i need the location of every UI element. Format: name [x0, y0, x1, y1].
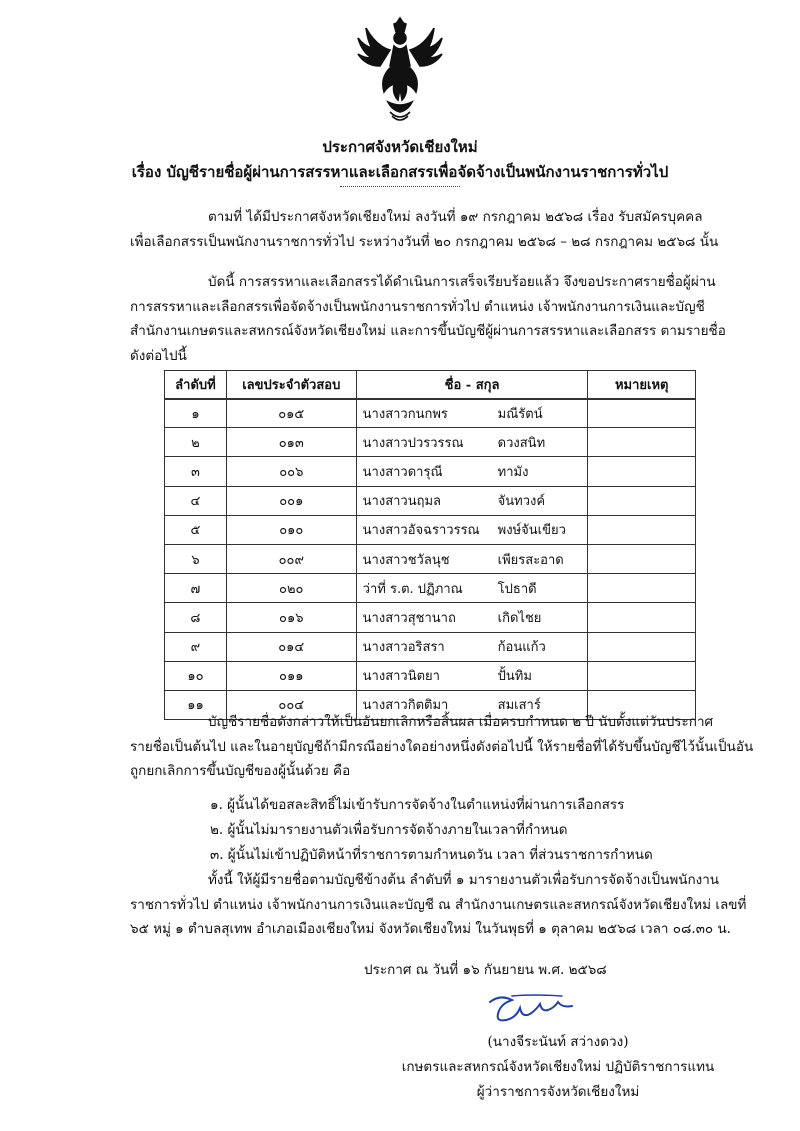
cell-exam-id: ๐๑๑ [226, 661, 356, 690]
last-name: เพียรสะอาด [497, 552, 564, 568]
cell-no: ๕ [165, 515, 227, 544]
cell-note [588, 574, 696, 603]
table-row [165, 632, 696, 661]
last-name: ก้อนแก้ว [497, 640, 546, 656]
first-name: นางสาวกนกพร [362, 406, 448, 422]
text-line: ตามที่ ได้มีประกาศจังหวัดเชียงใหม่ ลงวันที่ ๑๙ กรกฎาคม ๒๕๖๘ เรื่อง รับสมัครบุคคล [208, 209, 703, 225]
last-name: พงษ์จันเขียว [497, 523, 566, 539]
cell-name [356, 632, 588, 661]
cell-exam-id: ๐๐๑ [226, 486, 356, 515]
first-name: นางสาวดารุณี [362, 464, 443, 480]
text-line: บัดนี้ การสรรหาและเลือกสรรได้ดำเนินการเสร็จเรียบร้อยแล้ว จึงขอประกาศรายชื่อผู้ผ่าน [208, 274, 716, 290]
text-line: รายชื่อเป็นต้นไป และในอายุบัญชีถ้ามีกรณีอย่างใดอย่างหนึ่งดังต่อไปนี้ ให้รายชื่อที่ได้รับขึ้นบัญชีไว้นั้นเป็นอัน [130, 738, 754, 755]
table-row [165, 457, 696, 486]
text-line: บัญชีรายชื่อดังกล่าวให้เป็นอันยกเลิกหรือสิ้นผล เมื่อครบกำหนด ๒ ปี นับตั้งแต่วันประกาศ [208, 714, 714, 730]
table-body [165, 399, 696, 720]
cell-name [356, 515, 588, 544]
cell-note [588, 486, 696, 515]
handwritten-signature [482, 992, 592, 1028]
text-line: ดังต่อไปนี้ [130, 347, 187, 364]
column-header-name: ชื่อ - สกุล [356, 371, 588, 399]
candidates-table [164, 370, 696, 720]
table-header-row [165, 371, 696, 399]
table-row [165, 574, 696, 603]
text-line: สำนักงานเกษตรและสหกรณ์จังหวัดเชียงใหม่ และการขึ้นบัญชีผู้ผ่านการสรรหาและเลือกสรร ตามรายชื่อ [130, 323, 726, 339]
last-name: ปั้นทิม [497, 669, 532, 685]
cell-name [356, 574, 588, 603]
cell-no: ๘ [165, 603, 227, 632]
cell-no: ๑ [165, 399, 227, 428]
last-name: มณีรัตน์ [497, 406, 543, 422]
table-row [165, 661, 696, 690]
cell-note [588, 457, 696, 486]
cell-note [588, 399, 696, 428]
cell-name [356, 399, 588, 428]
last-name: จันทวงค์ [497, 494, 546, 510]
garuda-emblem-icon [350, 12, 450, 124]
cell-name [356, 603, 588, 632]
cell-no: ๔ [165, 486, 227, 515]
table-row [165, 428, 696, 457]
cell-no: ๖ [165, 544, 227, 573]
first-name: ว่าที่ ร.ต. ปฏิภาณ [362, 581, 463, 597]
last-name: สมเสาร์ [497, 698, 541, 714]
last-name: เกิดไชย [497, 610, 542, 626]
cell-exam-id: ๐๑๐ [226, 515, 356, 544]
column-header-no: ลำดับที่ [165, 371, 227, 399]
last-name: ดวงสนิท [497, 435, 546, 451]
table-row [165, 399, 696, 428]
cell-name [356, 457, 588, 486]
first-name: นางสาวนิตยา [362, 669, 440, 685]
cell-no: ๑๑ [165, 690, 227, 719]
first-name: นางสาวปวรวรรณ [362, 435, 464, 451]
table-row [165, 544, 696, 573]
first-name: นางสาวชวัลนุช [362, 552, 450, 568]
text-line: ทั้งนี้ ให้ผู้มีรายชื่อตามบัญชีข้างต้น ลำดับที่ ๑ มารายงานตัวเพื่อรับการจัดจ้างเป็นพนักงาน [208, 872, 720, 888]
text-line: ราชการทั่วไป ตำแหน่ง เจ้าพนักงานการเงินและบัญชี ณ สำนักงานเกษตรและสหกรณ์จังหวัดเชียงใหม่ เลขที่ [130, 896, 747, 913]
intro-paragraph [130, 205, 728, 254]
first-name: นางสาวสุชานาถ [362, 610, 456, 626]
cell-name [356, 544, 588, 573]
cell-exam-id: ๐๐๖ [226, 457, 356, 486]
report-paragraph [130, 868, 747, 942]
text-line: ถูกยกเลิกการขึ้นบัญชีของผู้นั้นด้วย คือ [130, 763, 351, 779]
cell-name [356, 661, 588, 690]
first-name: นางสาวนฤมล [362, 494, 442, 510]
cell-exam-id: ๐๐๙ [226, 544, 356, 573]
column-header-note: หมายเหตุ [588, 371, 696, 399]
column-header-exam-id: เลขประจำตัวสอบ [226, 371, 356, 399]
text-line: การสรรหาและเลือกสรรเพื่อจัดจ้างเป็นพนักงานราชการทั่วไป ตำแหน่ง เจ้าพนักงานการเงินและบัญชี [130, 298, 705, 315]
cell-no: ๗ [165, 574, 227, 603]
condition-item: ๒. ผู้นั้นไม่มารายงานตัวเพื่อรับการจัดจ้างภายในเวลาที่กำหนด [210, 822, 568, 838]
first-name: นางสาวอริสรา [362, 640, 445, 656]
table-row [165, 603, 696, 632]
cell-note [588, 661, 696, 690]
text-line: เพื่อเลือกสรรเป็นพนักงานราชการทั่วไป ระหว่างวันที่ ๒๐ กรกฎาคม ๒๕๖๘ – ๒๘ กรกฎาคม ๒๕๖๘ นั้น [130, 233, 719, 250]
table-row [165, 486, 696, 515]
validity-paragraph [130, 710, 754, 784]
cell-name [356, 486, 588, 515]
cell-no: ๙ [165, 632, 227, 661]
announcement-paragraph [130, 270, 728, 368]
cell-note [588, 515, 696, 544]
last-name: ทามัง [497, 464, 529, 480]
cell-name [356, 428, 588, 457]
signature-block [368, 1030, 748, 1105]
cell-exam-id: ๐๐๔ [226, 690, 356, 719]
cell-exam-id: ๐๑๕ [226, 399, 356, 428]
cell-no: ๑๐ [165, 661, 227, 690]
cell-exam-id: ๐๑๖ [226, 603, 356, 632]
condition-item: ๑. ผู้นั้นได้ขอสละสิทธิ์ไม่เข้ารับการจัดจ้างในตำแหน่งที่ผ่านการเลือกสรร [210, 797, 625, 813]
table-row [165, 515, 696, 544]
cell-note [588, 603, 696, 632]
page-subtitle: เรื่อง บัญชีรายชื่อผู้ผ่านการสรรหาและเลือกสรรเพื่อจัดจ้างเป็นพนักงานราชการทั่วไป [131, 163, 669, 181]
cell-exam-id: ๐๑๔ [226, 632, 356, 661]
first-name: นางสาวอัจฉราวรรณ [362, 523, 480, 539]
signer-title: เกษตรและสหกรณ์จังหวัดเชียงใหม่ ปฏิบัติราชการแทน [401, 1059, 715, 1075]
cell-exam-id: ๐๑๓ [226, 428, 356, 457]
cell-no: ๒ [165, 428, 227, 457]
cell-note [588, 544, 696, 573]
cell-note [588, 428, 696, 457]
signer-name: (นางจีระนันท์ สว่างดวง) [487, 1034, 629, 1050]
cell-no: ๓ [165, 457, 227, 486]
last-name: โปธาดี [497, 581, 537, 597]
signer-authority: ผู้ว่าราชการจังหวัดเชียงใหม่ [476, 1084, 640, 1100]
title-divider [340, 186, 460, 187]
announcement-date: ประกาศ ณ วันที่ ๑๖ กันยายน พ.ศ. ๒๕๖๘ [364, 962, 607, 978]
cell-note [588, 632, 696, 661]
text-line: ๖๕ หมู่ ๑ ตำบลสุเทพ อำเภอเมืองเชียงใหม่ จังหวัดเชียงใหม่ ในวันพุธที่ ๑ ตุลาคม ๒๕๖๘ เวลา ๐๘.๓๐ น. [130, 921, 731, 937]
page-title: ประกาศจังหวัดเชียงใหม่ [322, 138, 478, 156]
condition-item: ๓. ผู้นั้นไม่เข้าปฏิบัติหน้าที่ราชการตามกำหนดวัน เวลา ที่ส่วนราชการกำหนด [210, 847, 653, 863]
first-name: นางสาวกิตติมา [362, 698, 449, 714]
cell-exam-id: ๐๒๐ [226, 574, 356, 603]
